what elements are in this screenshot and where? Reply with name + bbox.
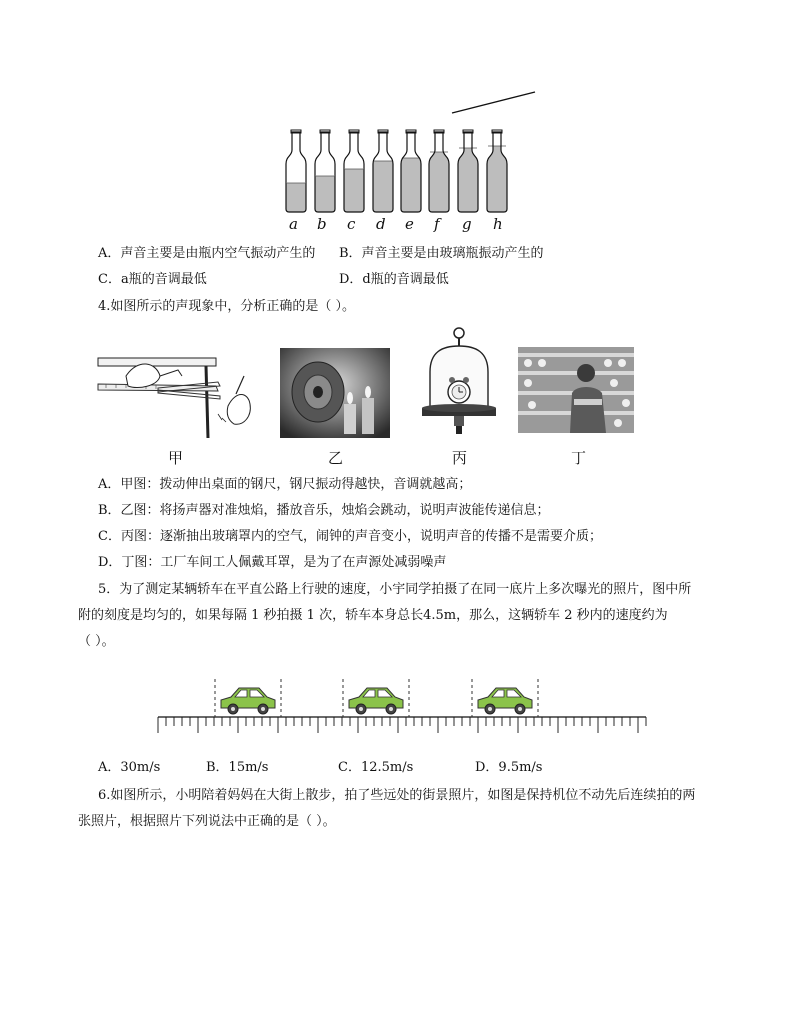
bottle-label-e: e: [405, 215, 414, 233]
car-body: [349, 688, 403, 708]
q5-stem-line2: 附的刻度是均匀的，如果每隔 1 秒拍摄 1 次，轿车本身总长4.5m，那么，这辆轿车 2 秒内的速度约为: [78, 608, 668, 623]
q5-option-b: B．15m/s: [206, 760, 269, 775]
q5-stem-line1: 5．为了测定某辆轿车在平直公路上行驶的速度，小宇同学拍摄了在同一底片上多次曝光的照片，图中所: [98, 582, 692, 597]
q5-option-c: C．12.5m/s: [338, 760, 414, 775]
car-body: [478, 688, 532, 708]
caption-ding: 丁: [571, 449, 587, 467]
caption-yi: 乙: [328, 449, 344, 467]
q5-stem-line3: （ ）。: [78, 634, 115, 649]
q4-option-d: D．丁图：工厂车间工人佩戴耳罩，是为了在声源处减弱噪声: [98, 555, 447, 570]
bottle-label-c: c: [347, 215, 356, 233]
caption-jia: 甲: [168, 449, 184, 467]
q4-option-c: C．丙图：逐渐抽出玻璃罩内的空气，闹钟的声音变小，说明声音的传播不是需要介质；: [98, 529, 602, 544]
bottle-label-g: g: [462, 215, 472, 233]
q3-option-b: B．声音主要是由玻璃瓶振动产生的: [339, 246, 544, 261]
car-icon: [343, 679, 409, 717]
bottle-label-d: d: [376, 215, 386, 233]
q4-stem: 4.如图所示的声现象中，分析正确的是（ ）。: [98, 299, 356, 314]
q6-stem-line2: 张照片，根据照片下列说法中正确的是（ ）。: [78, 814, 336, 829]
car-body: [221, 688, 275, 708]
q4-option-a: A．甲图：拨动伸出桌面的钢尺，钢尺振动得越快，音调就越高；: [98, 477, 472, 492]
q6-stem-line1: 6.如图所示，小明陪着妈妈在大街上散步，拍了些远处的街景照片，如图是保持机位不动先后连续拍的两: [98, 788, 696, 803]
bottle-label-a: a: [289, 215, 298, 233]
bottle-label-f: f: [434, 215, 440, 233]
q3-option-a: A．声音主要是由瓶内空气振动产生的: [98, 246, 316, 261]
car-icon: [472, 679, 538, 717]
q3-option-d: D．d瓶的音调最低: [339, 272, 449, 287]
bottle-label-b: b: [317, 215, 327, 233]
q3-option-c: C．a瓶的音调最低: [98, 272, 207, 287]
q5-option-d: D．9.5m/s: [475, 760, 543, 775]
q5-option-a: A．30m/s: [98, 760, 161, 775]
bottle-label-h: h: [493, 215, 503, 233]
caption-bing: 丙: [452, 449, 468, 467]
q4-option-b: B．乙图：将扬声器对准烛焰，播放音乐，烛焰会跳动，说明声波能传递信息；: [98, 503, 550, 518]
car-icon: [215, 679, 281, 717]
